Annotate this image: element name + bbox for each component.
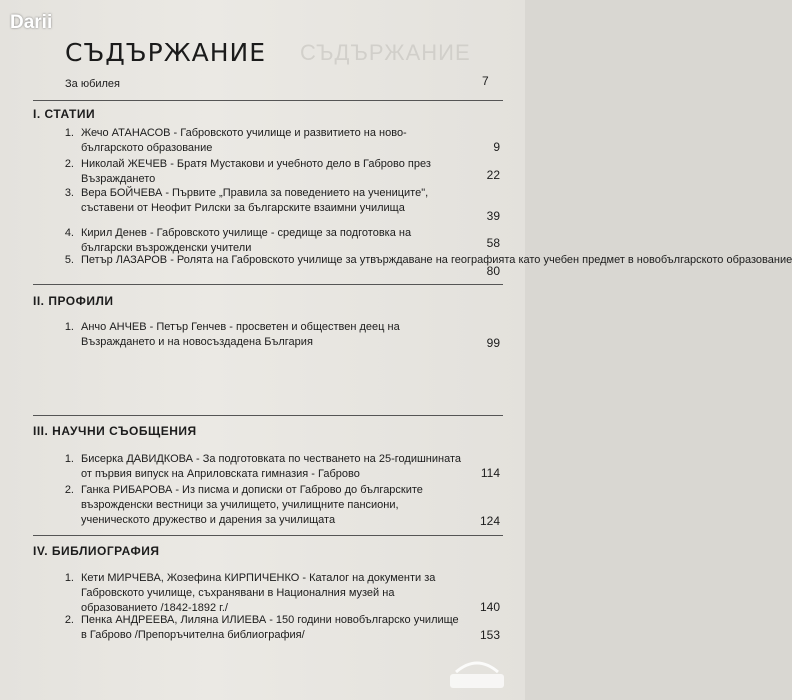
entry-page-number: 22 bbox=[486, 168, 500, 182]
entry-page-number: 9 bbox=[493, 140, 500, 154]
entry-text: Петър ЛАЗАРОВ - Ролята на Габровското училище за утвърждаване на географията като учебен предмет в новобългарското образование bbox=[81, 254, 792, 266]
jubilee-entry: За юбилея bbox=[65, 78, 121, 90]
page-title: СЪДЪРЖАНИЕ bbox=[65, 38, 267, 67]
entry-page-number: 39 bbox=[486, 209, 500, 223]
entry-page-number: 80 bbox=[486, 264, 500, 278]
entry-number: 5. bbox=[64, 254, 74, 266]
entry-text: Жечо АТАНАСОВ - Габровското училище и развитието на ново-българското образование bbox=[81, 127, 407, 154]
entry-number: 1. bbox=[64, 572, 74, 584]
bleed-through-text: СЪДЪРЖАНИЕ bbox=[300, 40, 471, 65]
entry-number: 1. bbox=[64, 453, 74, 465]
entry-number: 4. bbox=[64, 227, 74, 239]
section-heading: I. СТАТИИ bbox=[33, 107, 96, 121]
entry-number: 1. bbox=[64, 321, 74, 333]
entry-text: Бисерка ДАВИДКОВА - За подготовката по честването на 25-годишнината от първия випуск на Априловската гимназия - Габрово bbox=[81, 453, 461, 480]
section-heading: IV. БИБЛИОГРАФИЯ bbox=[33, 544, 160, 558]
entry-number: 3. bbox=[64, 187, 74, 199]
toc-entry bbox=[60, 253, 792, 268]
divider bbox=[33, 415, 503, 416]
entry-page-number: 58 bbox=[486, 236, 500, 250]
entry-page-number: 140 bbox=[479, 600, 500, 614]
divider bbox=[33, 100, 503, 101]
watermark: Darii bbox=[10, 12, 53, 33]
entry-number: 2. bbox=[64, 614, 74, 626]
entry-number: 2. bbox=[64, 484, 74, 496]
entry-page-number: 99 bbox=[486, 336, 500, 350]
jubilee-page-number: 7 bbox=[482, 74, 489, 88]
entry-page-number: 114 bbox=[480, 466, 500, 480]
entry-text: Ганка РИБАРОВА - Из писма и дописки от Габрово до българските възрожденски вестници за училището, училищните пансиони, ученическото дружество и дарения за училищата bbox=[81, 484, 423, 526]
entry-text: Николай ЖЕЧЕВ - Братя Мустакови и учебното дело в Габрово през Възраждането bbox=[81, 158, 431, 185]
section-heading: II. ПРОФИЛИ bbox=[33, 294, 114, 308]
entry-page-number: 153 bbox=[479, 628, 500, 642]
divider bbox=[33, 284, 503, 285]
entry-text: Кети МИРЧЕВА, Жозефина КИРПИЧЕНКО - Каталог на документи за Габровското училище, съхранявани в Националния музей на образованието /1842-1892 г./ bbox=[81, 572, 436, 614]
entry-number: 2. bbox=[64, 158, 74, 170]
entry-text: Вера БОЙЧЕВА - Първите „Правила за поведението на учениците", съставени от Неофит Рилски за българските взаимни училища bbox=[81, 187, 429, 214]
entry-page-number: 124 bbox=[479, 514, 500, 528]
bazar-logo-icon bbox=[446, 652, 508, 696]
entry-text: Кирил Денев - Габровското училище - средище за подготовка на български възрожденски учители bbox=[81, 227, 412, 254]
entry-text: Анчо АНЧЕВ - Петър Генчев - просветен и обществен деец на Възраждането и на новосъздадена България bbox=[81, 321, 400, 348]
section-heading: III. НАУЧНИ СЪОБЩЕНИЯ bbox=[33, 424, 197, 438]
entry-text: Пенка АНДРЕЕВА, Лиляна ИЛИЕВА - 150 години новобългарско училище в Габрово /Препоръчителна библиография/ bbox=[81, 614, 459, 641]
entry-number: 1. bbox=[64, 127, 74, 139]
divider bbox=[33, 535, 503, 536]
